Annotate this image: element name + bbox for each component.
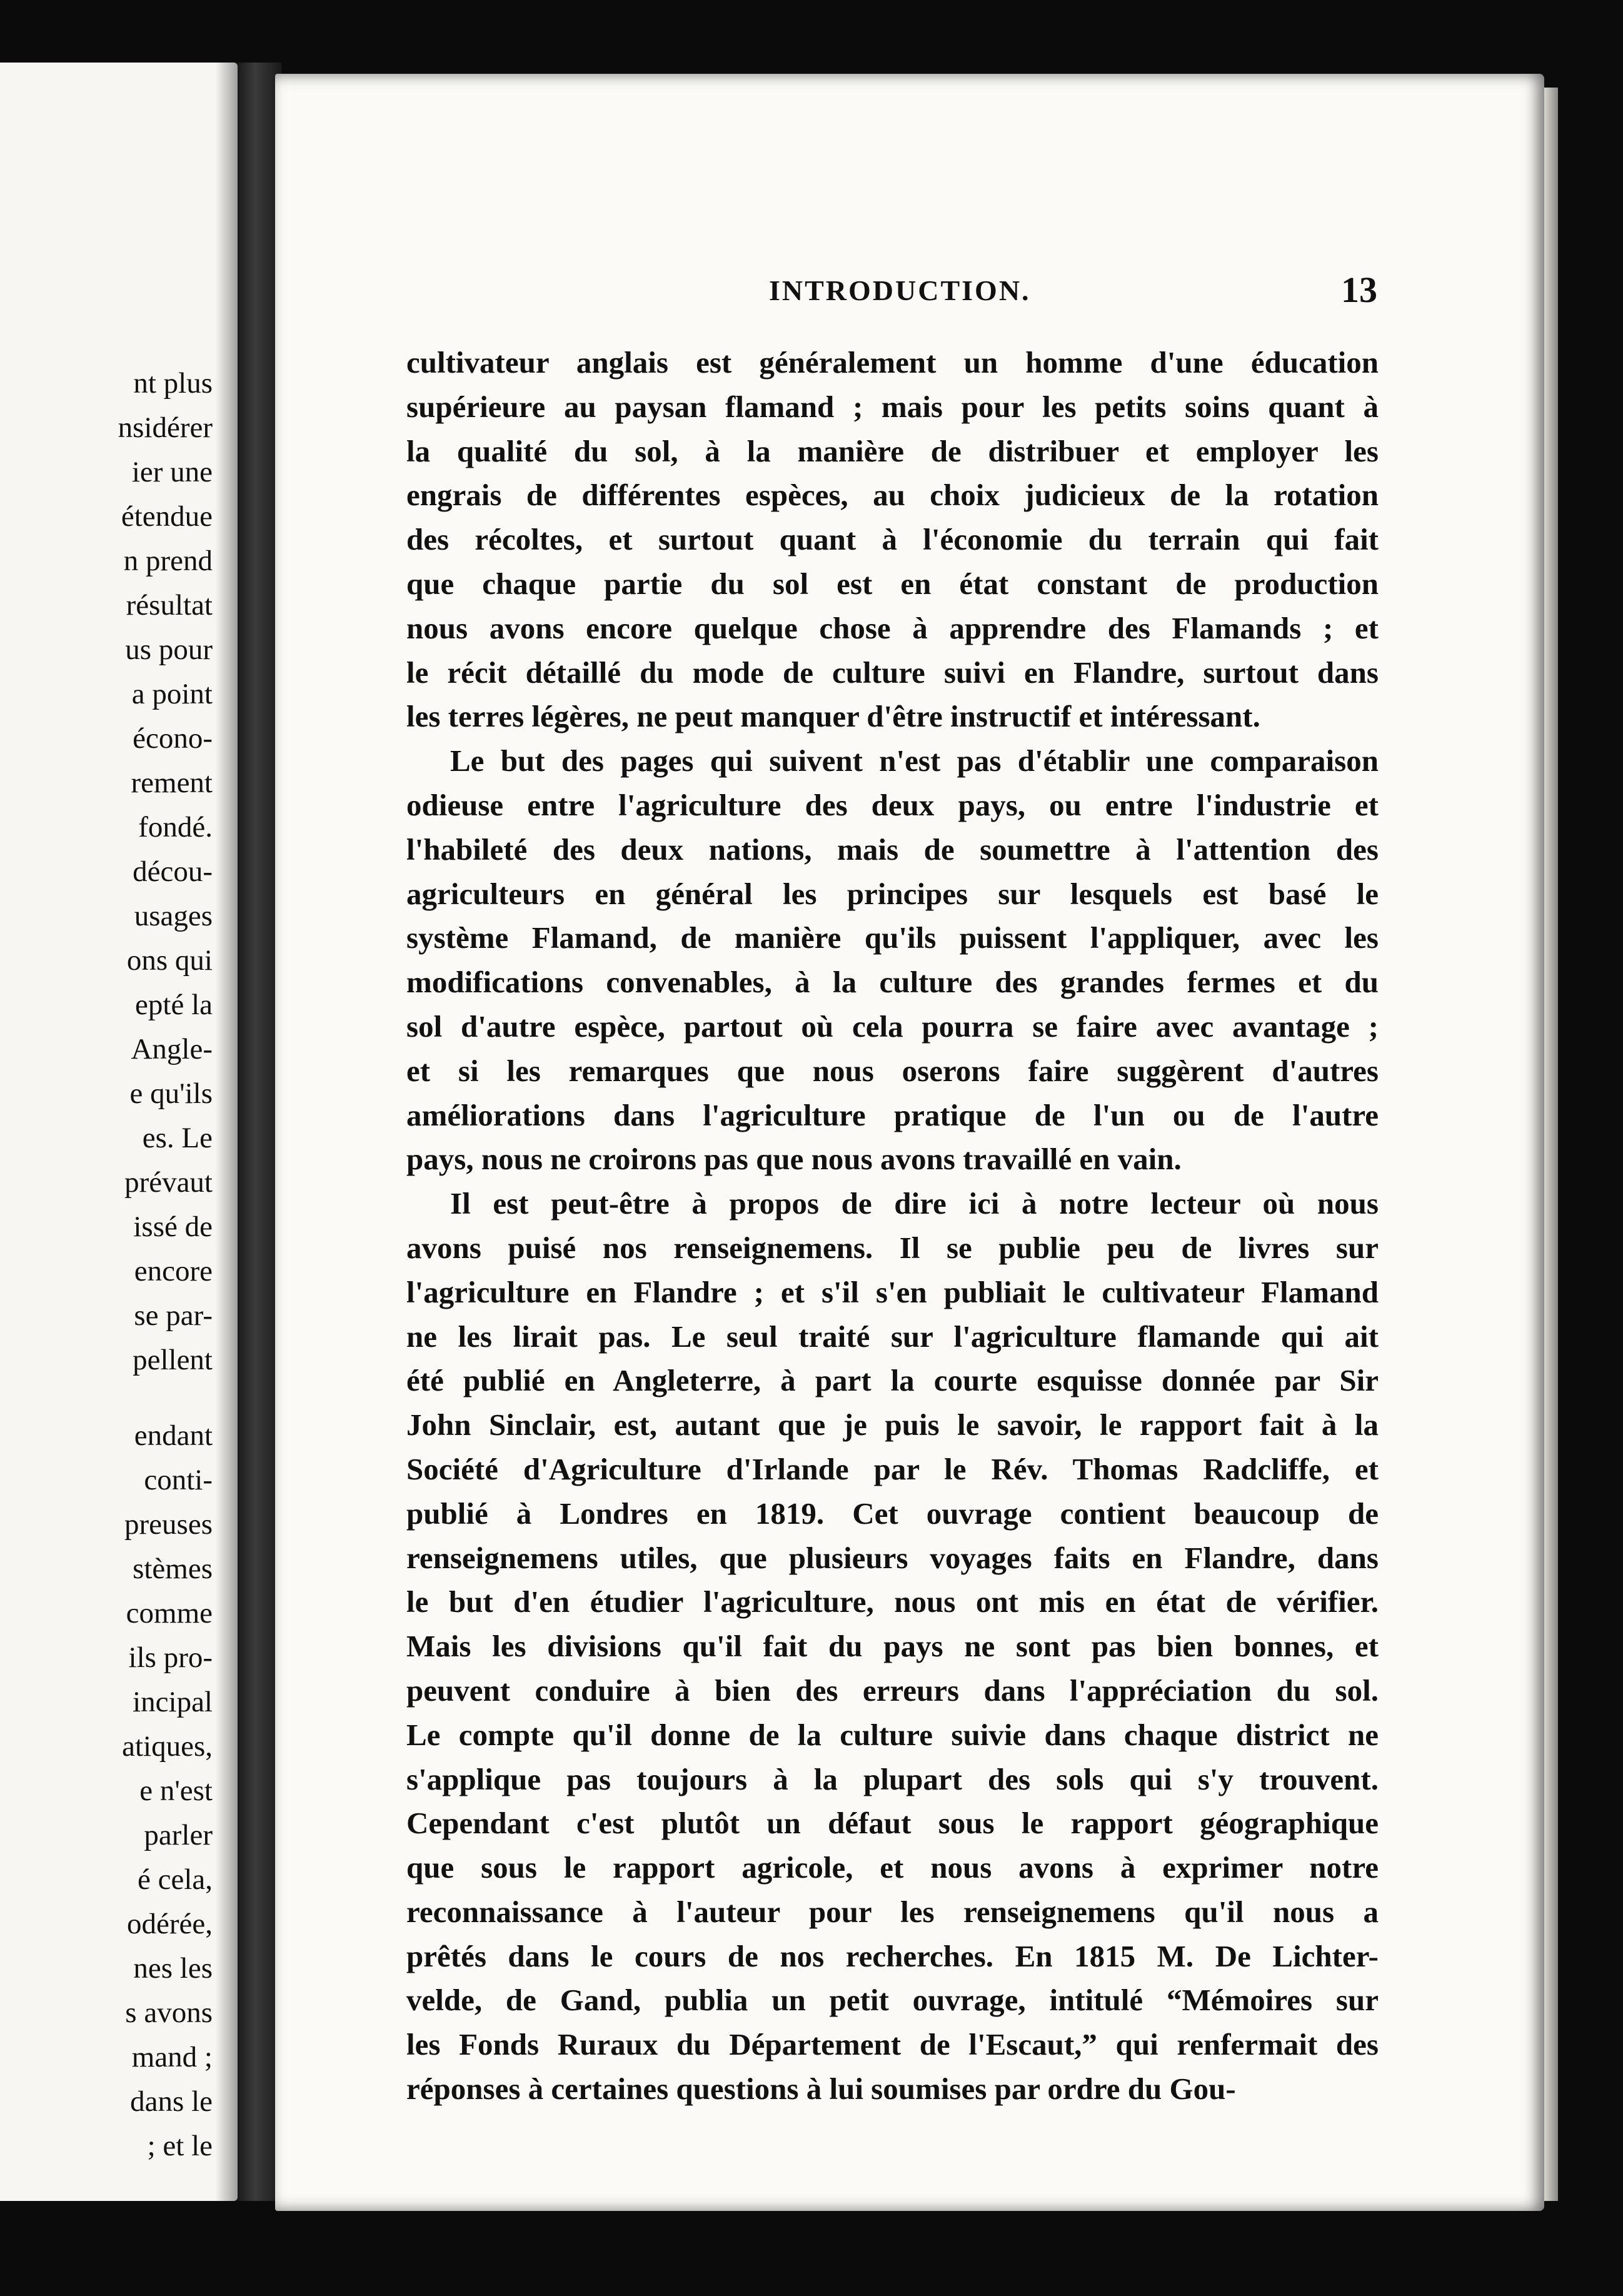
previous-page-text bbox=[118, 361, 213, 2168]
text-line: Le compte qu'il donne de la culture suivie dans chaque district ne bbox=[406, 1717, 1379, 1752]
text-line: agriculteurs en général les principes sur lesquels est basé le bbox=[406, 876, 1379, 911]
text-line: John Sinclair, est, autant que je puis le savoir, le rapport fait à la bbox=[406, 1407, 1379, 1443]
previous-page-line bbox=[118, 1382, 213, 1414]
text-line: Le but des pages qui suivent n'est pas d'établir une comparaison bbox=[450, 743, 1379, 778]
text-line: et si les remarques que nous oserons faire suggèrent d'autres bbox=[406, 1053, 1379, 1088]
page-number: 13 bbox=[1341, 269, 1377, 310]
previous-page-line: étendue bbox=[121, 500, 213, 533]
text-line: le récit détaillé du mode de culture suivi en Flandre, surtout dans bbox=[406, 655, 1379, 690]
previous-page-line: stèmes bbox=[133, 1553, 213, 1585]
previous-page-line: e n'est bbox=[139, 1775, 213, 1807]
text-line: réponses à certaines questions à lui soumises par ordre du Gou- bbox=[406, 2072, 1236, 2107]
text-line: modifications convenables, à la culture des grandes fermes et du bbox=[406, 965, 1379, 1000]
previous-page-line: pellent bbox=[133, 1344, 213, 1376]
text-line: que sous le rapport agricole, et nous avons à exprimer notre bbox=[406, 1850, 1379, 1885]
paragraph bbox=[406, 739, 1379, 1182]
previous-page-line: se par- bbox=[134, 1299, 213, 1332]
text-line: reconnaissance à l'auteur pour les renseignemens qu'il nous a bbox=[406, 1894, 1379, 1929]
previous-page-line: issé de bbox=[133, 1211, 213, 1243]
previous-page-line: fondé. bbox=[138, 811, 213, 843]
previous-page-line: a point bbox=[131, 678, 213, 710]
previous-page-line: atiques, bbox=[122, 1730, 213, 1763]
previous-page-line: ons qui bbox=[126, 944, 213, 977]
previous-page-line: Angle- bbox=[131, 1033, 213, 1065]
text-line: renseignemens utiles, que plusieurs voyages faits en Flandre, dans bbox=[406, 1540, 1379, 1575]
running-head: INTRODUCTION. bbox=[769, 274, 1031, 306]
text-line: velde, de Gand, publia un petit ouvrage, intitulé “Mémoires sur bbox=[406, 1983, 1379, 2018]
previous-page-line: dans le bbox=[130, 2085, 213, 2118]
text-line: des récoltes, et surtout quant à l'économie du terrain qui fait bbox=[406, 522, 1379, 557]
text-line: avons puisé nos renseignemens. Il se publie peu de livres sur bbox=[406, 1230, 1379, 1265]
text-line: le but d'en étudier l'agriculture, nous ont mis en état de vérifier. bbox=[406, 1584, 1379, 1619]
text-line: Mais les divisions qu'il fait du pays ne sont pas bien bonnes, et bbox=[406, 1629, 1379, 1664]
paragraph bbox=[406, 1182, 1379, 2112]
previous-page-line: endant bbox=[134, 1419, 213, 1452]
book-gutter-shadow bbox=[215, 63, 238, 2201]
previous-page-line: odérée, bbox=[127, 1908, 213, 1940]
previous-page-line: ; et le bbox=[147, 2130, 213, 2162]
previous-page-line: conti- bbox=[144, 1464, 213, 1496]
previous-page-line: nes les bbox=[133, 1952, 213, 1985]
previous-page-line: décou- bbox=[133, 855, 213, 888]
text-line: les terres légères, ne peut manquer d'être instructif et intéressant. bbox=[406, 699, 1260, 734]
previous-page-line: s avons bbox=[125, 1996, 213, 2029]
paragraph bbox=[406, 341, 1379, 739]
text-line: la qualité du sol, à la manière de distribuer et employer les bbox=[406, 433, 1379, 468]
previous-page-line: nt plus bbox=[133, 367, 213, 400]
text-line: prêtés dans le cours de nos recherches. En 1815 M. De Lichter- bbox=[406, 1938, 1379, 1973]
previous-page-line: encore bbox=[134, 1255, 213, 1287]
previous-page-line: écono- bbox=[133, 722, 213, 755]
previous-page-line: epté la bbox=[135, 989, 213, 1021]
body-text bbox=[406, 341, 1379, 2112]
text-line: peuvent conduire à bien des erreurs dans l'appréciation du sol. bbox=[406, 1673, 1379, 1708]
previous-page-line: usages bbox=[134, 900, 213, 932]
previous-page-line: us pour bbox=[125, 633, 213, 666]
text-line: nous avons encore quelque chose à apprendre des Flamands ; et bbox=[406, 610, 1379, 645]
previous-page-line: comme bbox=[126, 1597, 213, 1629]
previous-page-line: prévaut bbox=[124, 1166, 213, 1199]
previous-page-line: es. Le bbox=[142, 1122, 213, 1154]
text-line: système Flamand, de manière qu'ils puissent l'appliquer, avec les bbox=[406, 920, 1379, 955]
previous-page-line: rement bbox=[131, 767, 213, 799]
previous-page-line: é cela, bbox=[137, 1863, 213, 1896]
text-line: s'applique pas toujours à la plupart des sols qui s'y trouvent. bbox=[406, 1761, 1379, 1796]
text-line: pays, nous ne croirons pas que nous avons travaillé en vain. bbox=[406, 1142, 1182, 1177]
text-line: cultivateur anglais est généralement un homme d'une éducation bbox=[406, 345, 1379, 380]
text-line: Il est peut-être à propos de dire ici à notre lecteur où nous bbox=[450, 1186, 1379, 1221]
text-line: que chaque partie du sol est en état constant de production bbox=[406, 566, 1379, 601]
previous-page-line: incipal bbox=[133, 1686, 213, 1718]
previous-page-line: e qu'ils bbox=[129, 1077, 213, 1110]
previous-page-line: résultat bbox=[126, 589, 213, 622]
text-line: ne les lirait pas. Le seul traité sur l'agriculture flamande qui ait bbox=[406, 1319, 1379, 1354]
previous-page bbox=[0, 63, 238, 2201]
page-edge bbox=[1544, 88, 1558, 2201]
text-line: publié à Londres en 1819. Cet ouvrage contient beaucoup de bbox=[406, 1496, 1379, 1531]
text-line: les Fonds Ruraux du Département de l'Escaut,” qui renfermait des bbox=[406, 2027, 1379, 2062]
text-line: supérieure au paysan flamand ; mais pour les petits soins quant à bbox=[406, 389, 1379, 424]
previous-page-line: preuses bbox=[124, 1508, 213, 1541]
text-line: odieuse entre l'agriculture des deux pays, ou entre l'industrie et bbox=[406, 787, 1379, 822]
previous-page-line: n prend bbox=[123, 545, 213, 577]
text-line: l'habileté des deux nations, mais de soumettre à l'attention des bbox=[406, 832, 1379, 867]
text-line: l'agriculture en Flandre ; et s'il s'en publiait le cultivateur Flamand bbox=[406, 1274, 1379, 1309]
text-line: Société d'Agriculture d'Irlande par le Rév. Thomas Radcliffe, et bbox=[406, 1451, 1379, 1486]
previous-page-line: mand ; bbox=[131, 2041, 213, 2073]
text-line: engrais de différentes espèces, au choix judicieux de la rotation bbox=[406, 478, 1379, 513]
previous-page-line: nsidérer bbox=[118, 411, 213, 444]
text-line: Cependant c'est plutôt un défaut sous le rapport géographique bbox=[406, 1806, 1379, 1841]
text-line: améliorations dans l'agriculture pratique de l'un ou de l'autre bbox=[406, 1097, 1379, 1132]
previous-page-line: parler bbox=[144, 1819, 213, 1851]
previous-page-line: ils pro- bbox=[128, 1641, 213, 1674]
text-line: sol d'autre espèce, partout où cela pourra se faire avec avantage ; bbox=[406, 1009, 1379, 1044]
previous-page-line: ier une bbox=[131, 456, 213, 488]
text-line: été publié en Angleterre, à part la courte esquisse donnée par Sir bbox=[406, 1363, 1379, 1398]
